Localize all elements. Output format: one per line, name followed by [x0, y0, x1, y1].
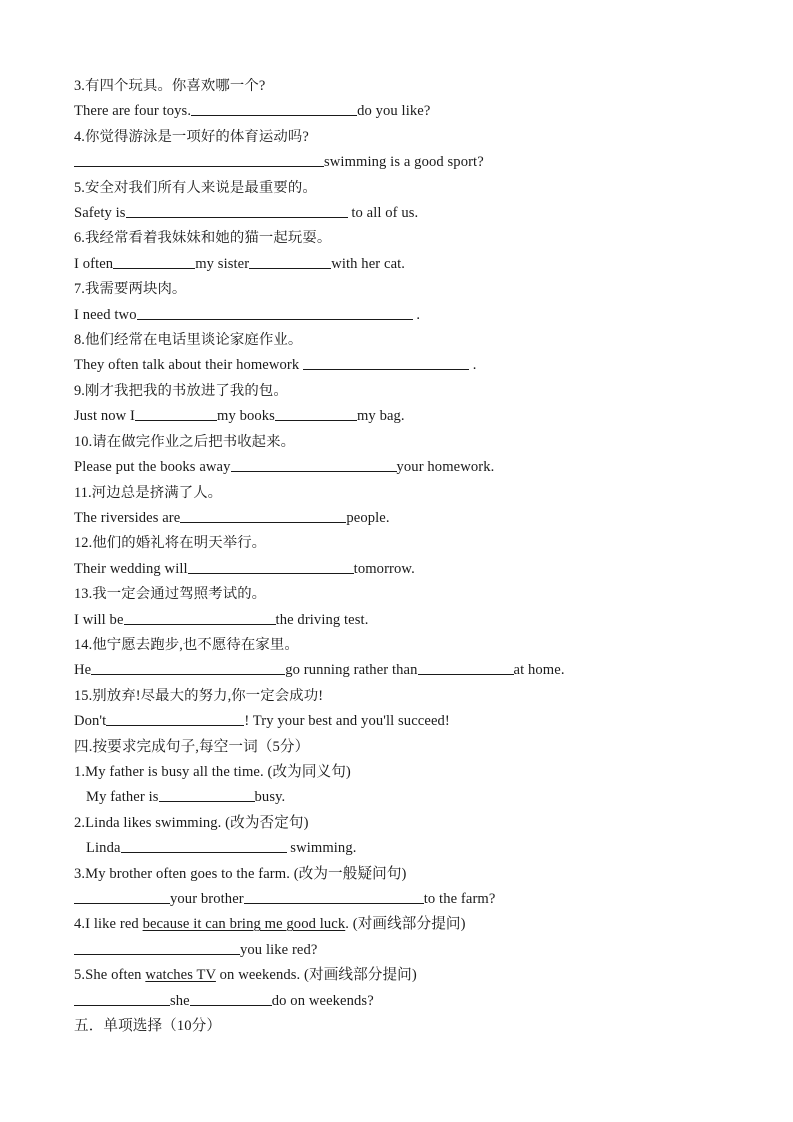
question-11-chinese: 11.河边总是挤满了人。 [74, 484, 223, 501]
q3-text-before: There are four toys. [74, 103, 192, 120]
question-3-chinese: 3.有四个玩具。你喜欢哪一个? [74, 78, 266, 94]
question-7-chinese: 7.我需要两块肉。 [74, 281, 187, 298]
question-10-chinese: 10.请在做完作业之后把书收起来。 [74, 433, 296, 450]
answer-blank[interactable] [74, 889, 170, 904]
answer-blank[interactable] [106, 711, 244, 726]
s4q1-text-after: busy. [254, 789, 286, 806]
answer-blank[interactable] [159, 788, 255, 803]
question-5-chinese: 5.安全对我们所有人来说是最重要的。 [74, 179, 317, 196]
question-5-english [74, 201, 724, 226]
s4q5-text-after: on weekends. (对画线部分提问) [215, 967, 417, 984]
s4q5-text-after2: do on weekends? [271, 992, 374, 1009]
question-12-english [74, 557, 724, 582]
q10-text-before: Please put the books away [74, 459, 231, 476]
q14-text-before: He [74, 662, 92, 679]
s4q4-answer-text: you like red? [240, 941, 318, 958]
answer-blank[interactable] [180, 508, 346, 523]
q5-text-before: Safety is [74, 205, 126, 222]
answer-blank[interactable] [249, 254, 331, 269]
section4-question-3-answer [74, 887, 724, 912]
answer-blank[interactable] [91, 660, 285, 675]
answer-blank[interactable] [418, 660, 514, 675]
q13-text-after: the driving test. [275, 611, 369, 628]
question-15-english [74, 709, 724, 734]
q12-text-before: Their wedding will [74, 560, 188, 577]
section-four-heading: 四.按要求完成句子,每空一词（5分） [74, 738, 310, 755]
q8-text-after: . [469, 357, 477, 374]
q9-text-before: Just now I [74, 408, 135, 425]
section4-question-2-prompt: 2.Linda likes swimming. (改为否定句) [74, 814, 309, 831]
section4-question-4-answer [74, 938, 724, 963]
question-14-english [74, 658, 724, 683]
answer-blank[interactable] [244, 889, 424, 904]
q5-text-after: to all of us. [347, 205, 419, 222]
q4-text-after: swimming is a good sport? [324, 154, 484, 171]
q6-text-after: with her cat. [331, 255, 406, 272]
section4-question-2-answer [74, 836, 724, 861]
section4-question-1-answer [74, 785, 724, 810]
answer-blank[interactable] [74, 991, 170, 1006]
question-15-chinese: 15.别放弃!尽最大的努力,你一定会成功! [74, 687, 324, 704]
answer-blank[interactable] [275, 406, 357, 421]
answer-blank[interactable] [74, 940, 240, 955]
question-12-chinese: 12.他们的婚礼将在明天举行。 [74, 535, 267, 552]
section4-question-3-prompt: 3.My brother often goes to the farm. (改为一般疑问句) [74, 865, 407, 882]
answer-blank[interactable] [121, 838, 287, 853]
question-6-chinese: 6.我经常看着我妹妹和她的猫一起玩耍。 [74, 230, 332, 247]
s4q5-text-before: 5.She often [74, 967, 146, 984]
question-8-chinese: 8.他们经常在电话里谈论家庭作业。 [74, 332, 303, 349]
question-7-english [74, 303, 724, 328]
answer-blank[interactable] [188, 559, 354, 574]
underlined-phrase: because it can bring me good luck [142, 916, 346, 933]
s4q3-text-after: to the farm? [423, 891, 496, 907]
question-3-english [74, 99, 724, 124]
q6-text-middle: my sister [195, 255, 250, 272]
q10-text-after: your homework. [396, 459, 495, 476]
q9-text-after: my bag. [356, 408, 405, 425]
section4-question-5-prompt [74, 963, 724, 988]
s4q3-text-middle: your brother [170, 891, 244, 907]
q7-text-after: . [412, 306, 421, 323]
q9-text-middle: my books [217, 408, 275, 425]
question-6-english [74, 252, 724, 277]
section4-question-4-prompt [74, 912, 724, 937]
s4q5-text-middle: she [170, 992, 190, 1009]
answer-blank[interactable] [135, 406, 217, 421]
s4q2-text-before: Linda [86, 840, 121, 857]
q15-text-before: Don't [74, 713, 107, 730]
section4-question-5-answer [74, 989, 724, 1014]
q13-text-before: I will be [74, 611, 124, 628]
answer-blank[interactable] [191, 102, 357, 117]
question-13-chinese: 13.我一定会通过驾照考试的。 [74, 586, 267, 603]
q14-text-after: at home. [513, 662, 565, 679]
q11-text-before: The riversides are [74, 509, 181, 526]
question-10-english [74, 455, 724, 480]
q14-text-middle: go running rather than [285, 662, 418, 679]
answer-blank[interactable] [74, 152, 324, 167]
question-8-english [74, 353, 724, 378]
question-9-chinese: 9.刚才我把我的书放进了我的包。 [74, 382, 288, 399]
q12-text-after: tomorrow. [353, 560, 415, 577]
q8-text-before: They often talk about their homework [74, 357, 304, 374]
question-4-english [74, 150, 724, 175]
q7-text-before: I need two [74, 306, 137, 323]
underlined-phrase: watches TV [145, 967, 216, 984]
answer-blank[interactable] [190, 991, 272, 1006]
section4-question-1-prompt: 1.My father is busy all the time. (改为同义句) [74, 763, 351, 780]
answer-blank[interactable] [124, 610, 276, 625]
question-9-english [74, 404, 724, 429]
answer-blank[interactable] [113, 254, 195, 269]
answer-blank[interactable] [231, 457, 397, 472]
s4q2-text-after: swimming. [286, 840, 357, 857]
document-content [74, 74, 724, 1039]
s4q4-text-before: 4.I like red [74, 916, 143, 933]
question-4-chinese: 4.你觉得游泳是一项好的体育运动吗? [74, 128, 309, 145]
question-11-english [74, 506, 724, 531]
answer-blank[interactable] [126, 203, 348, 218]
q3-text-after: do you like? [357, 103, 431, 120]
s4q1-text-before: My father is [86, 789, 159, 806]
question-14-chinese: 14.他宁愿去跑步,也不愿待在家里。 [74, 636, 299, 653]
q11-text-after: people. [346, 509, 390, 526]
section-five-heading: 五．单项选择（10分） [74, 1018, 222, 1035]
q6-text-before: I often [74, 255, 114, 272]
question-13-english [74, 608, 724, 633]
answer-blank[interactable] [137, 305, 413, 320]
s4q4-text-after: . (对画线部分提问) [345, 916, 466, 933]
q15-text-after: ! Try your best and you'll succeed! [244, 713, 450, 730]
answer-blank[interactable] [303, 356, 469, 371]
